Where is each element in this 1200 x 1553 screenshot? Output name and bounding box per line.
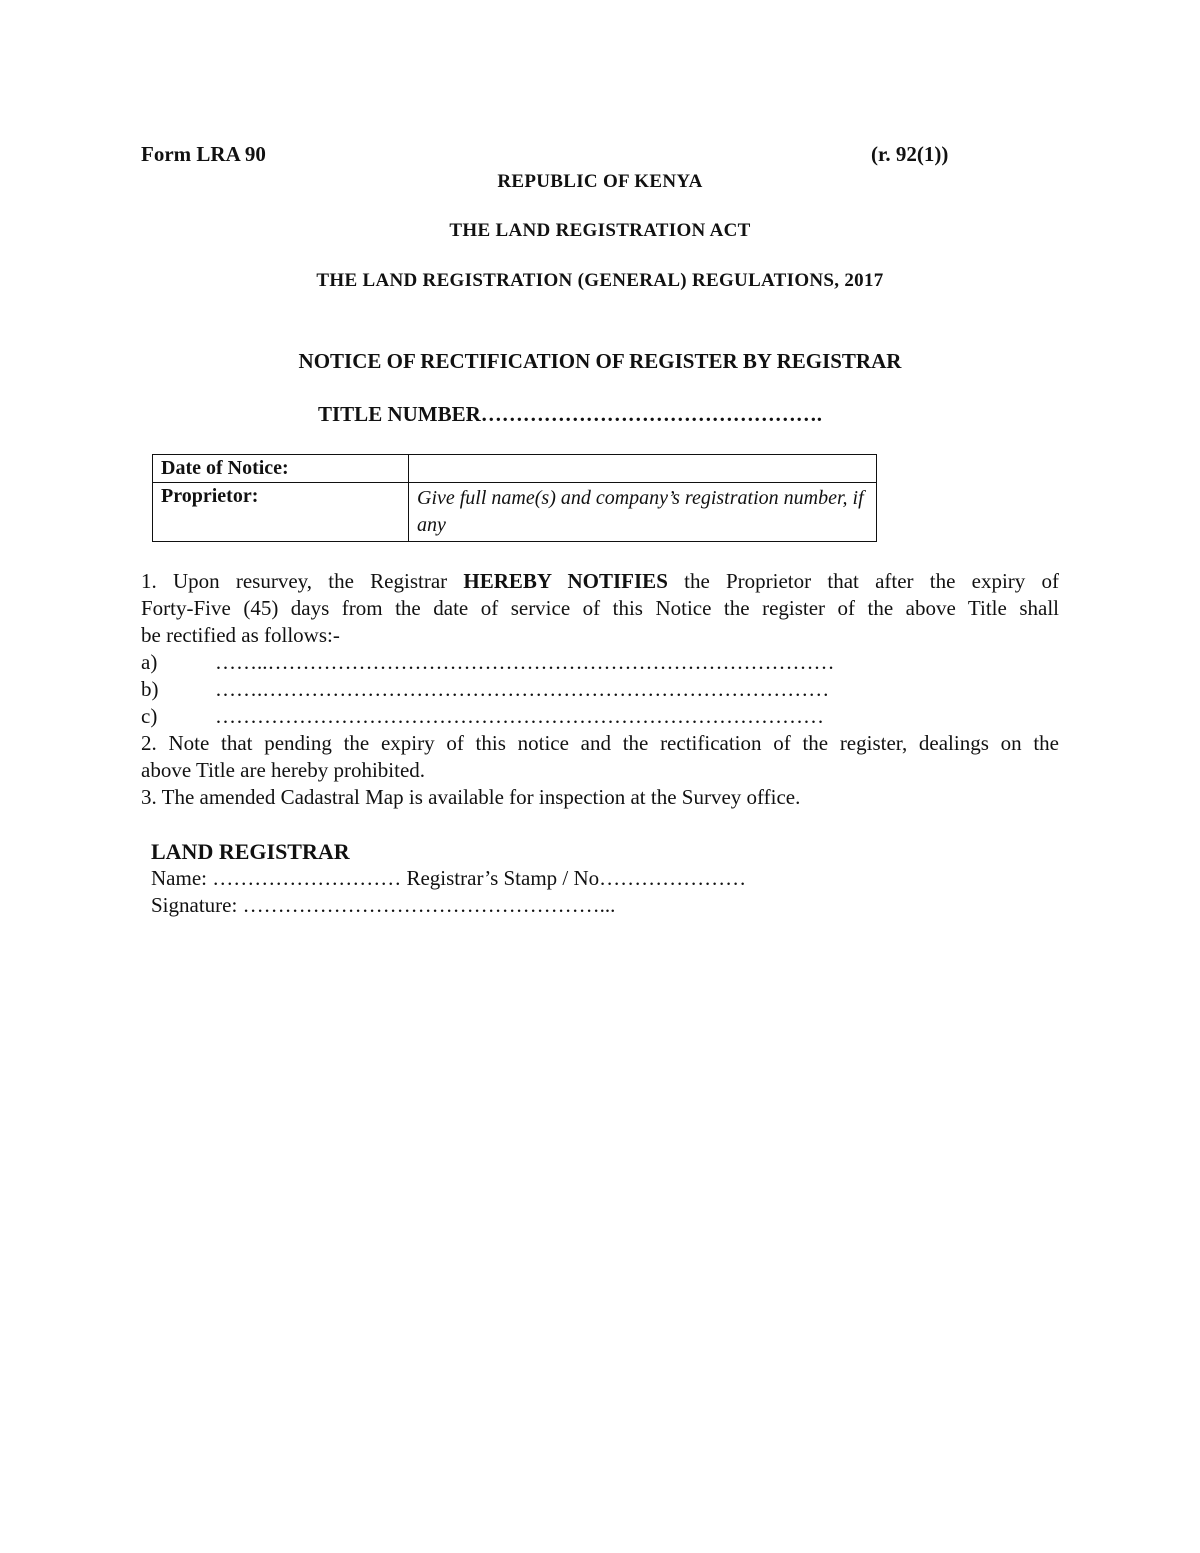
signature-line[interactable]: Signature: ……………………………………………... — [151, 893, 616, 917]
signature-block — [151, 838, 746, 919]
item-c-field[interactable]: …………………………………………………………………………… — [215, 704, 824, 728]
paragraph-2-line-1: 2. Note that pending the expiry of this notice and the rectification of the register, dealings on the — [141, 731, 1059, 755]
table-row — [153, 455, 877, 483]
date-of-notice-field[interactable] — [409, 455, 877, 483]
paragraph-1-line-1 — [141, 568, 1059, 595]
date-of-notice-label: Date of Notice: — [153, 455, 409, 483]
list-item — [141, 649, 835, 676]
table-row — [153, 483, 877, 542]
item-marker: c) — [141, 704, 158, 728]
list-item — [141, 676, 829, 703]
list-item — [141, 703, 824, 730]
proprietor-label: Proprietor: — [153, 483, 409, 542]
item-marker: b) — [141, 677, 159, 701]
item-b-field[interactable]: …….……………………………………………………………………… — [215, 677, 830, 701]
title-number-line — [318, 402, 822, 427]
name-stamp-line[interactable]: Name: ……………………… Registrar’s Stamp / No………………… — [151, 866, 747, 890]
paragraph-1-suffix: the Proprietor that after the expiry of — [684, 569, 1060, 593]
paragraph-1-line-3: be rectified as follows:- — [141, 623, 340, 647]
republic-heading: REPUBLIC OF KENYA — [497, 171, 703, 192]
paragraph-1-prefix: 1. Upon resurvey, the Registrar — [141, 569, 448, 593]
proprietor-field[interactable]: Give full name(s) and company’s registration number, if any — [409, 483, 877, 542]
act-heading: THE LAND REGISTRATION ACT — [449, 220, 751, 241]
notice-title: NOTICE OF RECTIFICATION OF REGISTER BY REGISTRAR — [298, 349, 902, 373]
regulations-heading: THE LAND REGISTRATION (GENERAL) REGULATIONS, 2017 — [316, 270, 884, 291]
title-number-label: TITLE NUMBER — [318, 402, 481, 426]
paragraph-1 — [141, 568, 1059, 649]
notice-details-table — [152, 454, 877, 542]
paragraph-2-line-2: above Title are hereby prohibited. — [141, 758, 426, 782]
paragraph-3: 3. The amended Cadastral Map is available for inspection at the Survey office. — [141, 785, 801, 809]
item-a-field[interactable]: ……..……………………………………………………………………… — [215, 650, 835, 674]
item-marker: a) — [141, 650, 158, 674]
paragraph-1-line-2: Forty-Five (45) days from the date of service of this Notice the register of the above Title shall — [141, 596, 1059, 620]
rule-reference: (r. 92(1)) — [871, 142, 949, 166]
hereby-notifies-text: HEREBY NOTIFIES — [463, 569, 668, 593]
land-registrar-heading: LAND REGISTRAR — [151, 839, 350, 864]
form-id: Form LRA 90 — [141, 142, 266, 166]
title-number-field[interactable]: …………………………………………. — [480, 402, 823, 426]
paragraph-2 — [141, 730, 1059, 784]
